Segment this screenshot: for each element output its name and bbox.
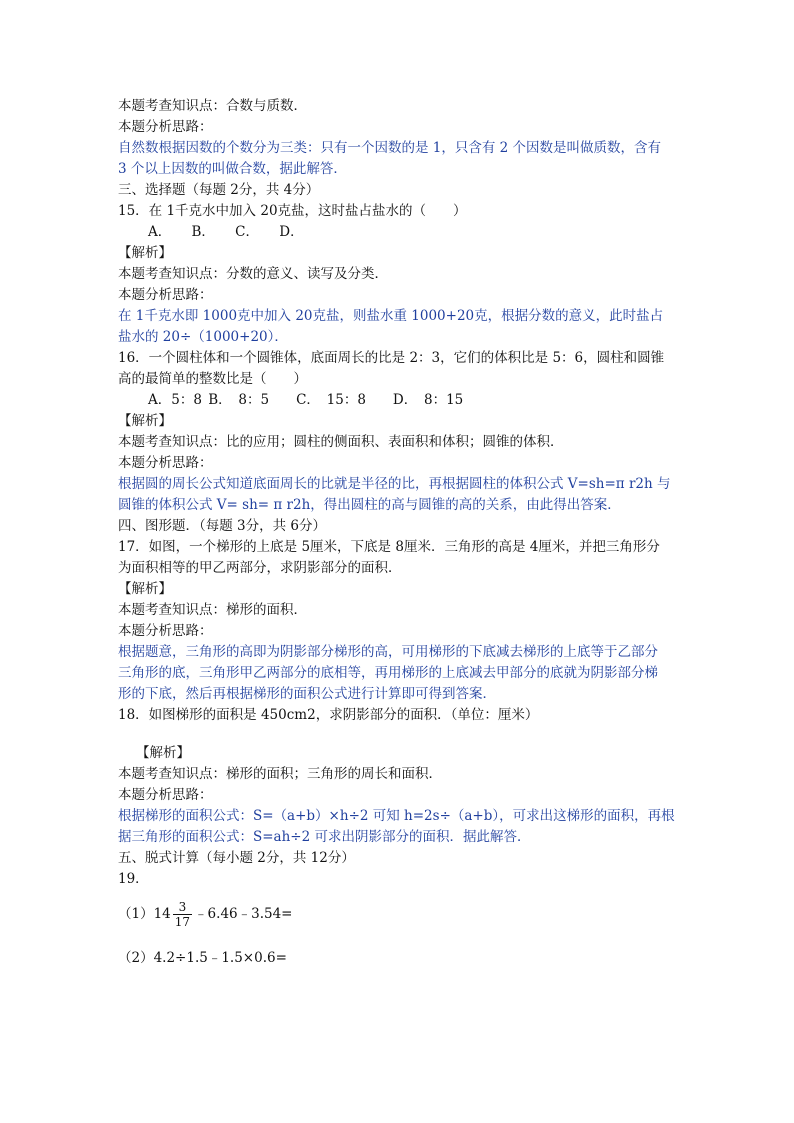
question-18: 18．如图梯形的面积是 450cm2，求阴影部分的面积．（单位：厘米）	[118, 707, 539, 723]
analysis-text-line: 圆锥的体积公式 V= sh= π r2h，得出圆柱的高与圆锥的高的关系，由此得出答案．	[118, 497, 621, 513]
analysis-text-line: 根据题意，三角形的高即为阴影部分梯形的高，可用梯形的下底减去梯形的上底等于乙部分	[118, 644, 658, 660]
analysis-text-line: 三角形的底，三角形甲乙两部分的底相等，再用梯形的上底减去甲部分的底就为阴影部分梯	[118, 665, 658, 681]
analysis-heading: 本题分析思路：	[118, 287, 213, 303]
analysis-text-line: 根据圆的周长公式知道底面周长的比就是半径的比，再根据圆柱的体积公式 V=sh=π r2h 与	[118, 476, 671, 492]
fraction-denominator: 17	[174, 915, 191, 929]
calc-item-1	[118, 896, 293, 932]
question-16: 16．一个圆柱体和一个圆锥体，底面周长的比是 2：3，它们的体积比是 5：6，圆柱和圆锥	[118, 350, 665, 366]
calc-item-2: （2）4.2÷1.5﹣1.5×0.6=	[118, 950, 287, 966]
analysis-text-line: 形的下底，然后再根据梯形的面积公式进行计算即可得到答案．	[118, 686, 496, 702]
question-19: 19．	[118, 871, 149, 887]
knowledge-point-line: 本题考查知识点：梯形的面积；三角形的周长和面积．	[118, 766, 442, 782]
calc-item-1-suffix: ﹣6.46﹣3.54=	[194, 906, 293, 922]
calc-item-1-prefix: （1）14	[118, 906, 171, 922]
question-16-options: A．5：8 B． 8：5 C． 15：8 D． 8：15	[148, 392, 464, 408]
question-17: 为面积相等的甲乙两部分，求阴影部分的面积．	[118, 560, 402, 576]
section-heading: 四、图形题．（每题 3分，共 6分）	[118, 518, 327, 534]
question-15: 15．在 1千克水中加入 20克盐，这时盐占盐水的（ ）	[118, 203, 467, 219]
knowledge-point-line: 本题考查知识点：合数与质数．	[118, 98, 307, 114]
analysis-text-line: 在 1千克水即 1000克中加入 20克盐，则盐水重 1000+20克，根据分数的意义，此时盐占	[118, 308, 664, 324]
knowledge-point-line: 本题考查知识点：梯形的面积．	[118, 602, 307, 618]
analysis-heading: 本题分析思路：	[118, 455, 213, 471]
analysis-text-line: 盐水的 20÷（1000+20）．	[118, 329, 288, 345]
analysis-text-line: 3 个以上因数的叫做合数，据此解答．	[118, 161, 347, 177]
section-heading: 五、脱式计算（每小题 2分，共 12分）	[118, 850, 355, 866]
question-16: 高的最简单的整数比是（ ）	[118, 371, 307, 387]
analysis-text-line: 根据梯形的面积公式：S=（a+b）×h÷2 可知 h=2s÷（a+b），可求出这梯形的面积，再根	[118, 808, 675, 824]
mixed-fraction	[173, 900, 192, 929]
analysis-tag: 【解析】	[118, 581, 172, 597]
analysis-tag: 【解析】	[136, 745, 190, 761]
knowledge-point-line: 本题考查知识点：分数的意义、读写及分类．	[118, 266, 388, 282]
analysis-text-line: 据三角形的面积公式：S=ah÷2 可求出阴影部分的面积．据此解答．	[118, 829, 531, 845]
analysis-text-line: 自然数根据因数的个数分为三类：只有一个因数的是 1，只含有 2 个因数是叫做质数，含有	[118, 140, 662, 156]
analysis-tag: 【解析】	[118, 245, 172, 261]
fraction-numerator: 3	[178, 900, 187, 914]
knowledge-point-line: 本题考查知识点：比的应用；圆柱的侧面积、表面积和体积；圆锥的体积．	[118, 434, 564, 450]
analysis-heading: 本题分析思路：	[118, 119, 213, 135]
analysis-heading: 本题分析思路：	[118, 623, 213, 639]
question-17: 17．如图，一个梯形的上底是 5厘米，下底是 8厘米．三角形的高是 4厘米，并把三角形分	[118, 539, 660, 555]
analysis-tag: 【解析】	[118, 413, 172, 429]
question-15-options: A． B． C． D．	[148, 224, 304, 240]
section-heading: 三、选择题（每题 2分，共 4分）	[118, 182, 320, 198]
analysis-heading: 本题分析思路：	[118, 787, 213, 803]
